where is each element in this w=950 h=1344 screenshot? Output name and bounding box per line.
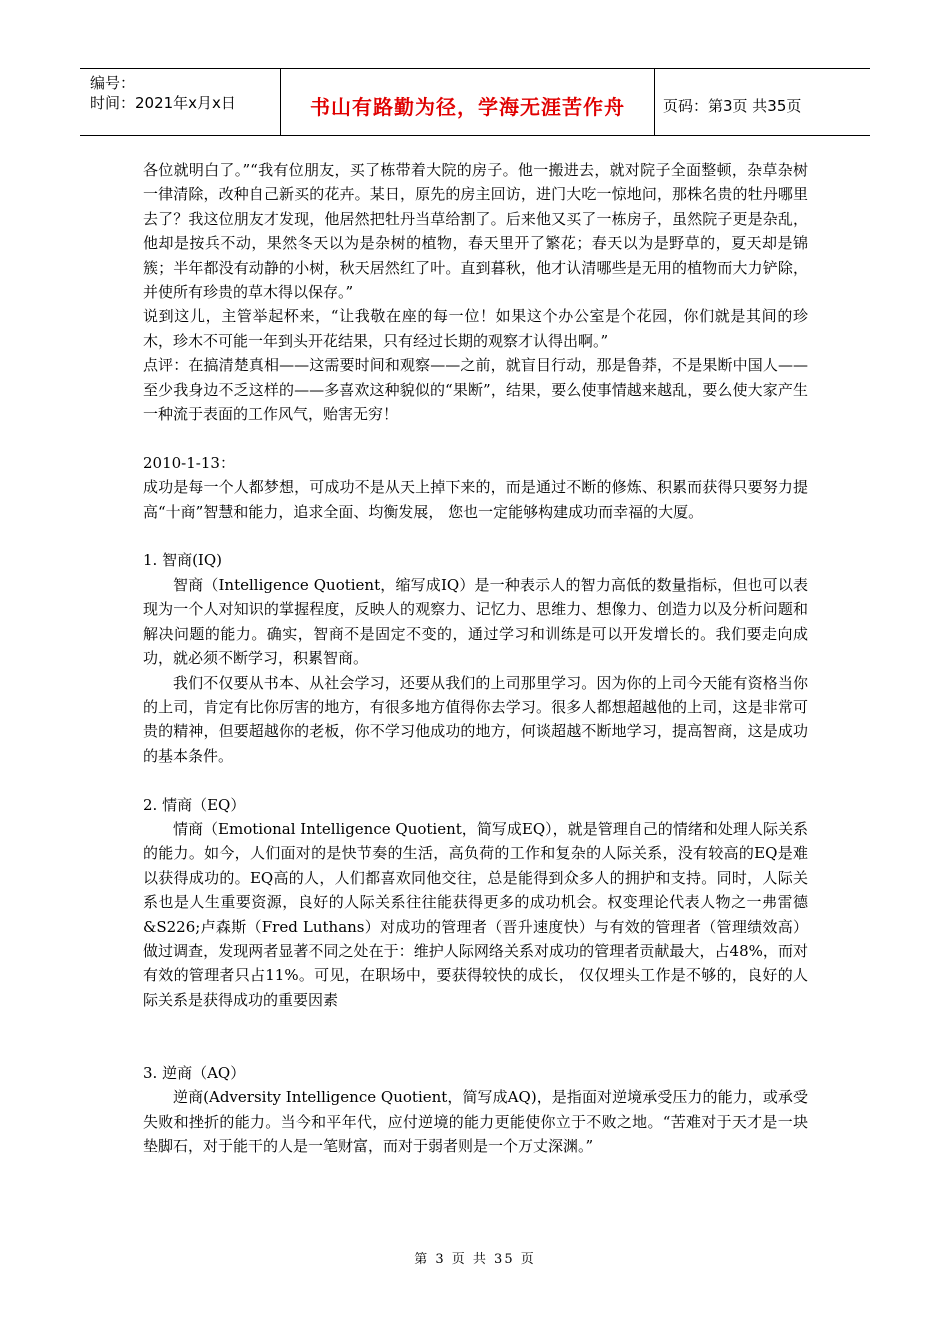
header-motto-cell [280, 69, 655, 135]
header-meta [80, 69, 280, 135]
paragraph: 情商（Emotional Intelligence Quotient，简写成EQ），就是管理自己的情绪和处理人际关系的能力。如今，人们面对的是快节奏的生活，高负荷的工作和复杂的人际关系，没有较高的EQ是难以获得成功的。EQ高的人，人们都喜欢同他交往，总是能得到众多人的拥护和支持。同时，人际关系也是人生重要资源，良好的人际关系往往能获得更多的成功机会。权变理论代表人物之一弗雷德&S226;卢森斯（Fred Luthans）对成功的管理者（晋升速度快）与有效的管理者（管理绩效高）做过调查，发现两者显著不同之处在于：维护人际网络关系对成功的管理者贡献最大，占48%，而对有效的管理者只占11%。可见，在职场中，要获得较快的成长， 仅仅埋头工作是不够的，良好的人际关系是获得成功的重要因素 [143, 819, 808, 1009]
page-footer [0, 1248, 950, 1267]
number-label: 编号： [90, 74, 136, 92]
document-body [143, 158, 808, 1159]
spacer [143, 768, 808, 792]
paragraph: 逆商(Adversity Intelligence Quotient，简写成AQ)，是指面对逆境承受压力的能力，或承受失败和挫折的能力。当今和平年代，应付逆境的能力更能使你立于不败之地。“苦难对于天才是一块垫脚石，对于能干的人是一笔财富，而对于弱者则是一个万丈深渊。” [143, 1088, 808, 1156]
page-header [80, 68, 870, 136]
section-heading-eq: 2. 情商（EQ） [143, 795, 246, 814]
footer-page-number: 第 3 页 共 35 页 [414, 1252, 536, 1267]
spacer [143, 426, 808, 450]
page-info-text: 页码：第3页 共35页 [663, 96, 802, 115]
date-line: 2010-1-13： [143, 453, 235, 472]
paragraph: 各位就明白了。”“我有位朋友，买了栋带着大院的房子。他一搬进去，就对院子全面整顿，杂草杂树一律清除，改种自己新买的花卉。某日，原先的房主回访，进门大吃一惊地问，那株名贵的牡丹哪里去了？我这位朋友才发现，他居然把牡丹当草给割了。后来他又买了一栋房子，虽然院子更是杂乱，他却是按兵不动，果然冬天以为是杂树的植物，春天里开了繁花；春天以为是野草的，夏天却是锦簇；半年都没有动静的小树，秋天居然红了叶。直到暮秋，他才认清哪些是无用的植物而大力铲除，并使所有珍贵的草木得以保存。” [143, 161, 808, 302]
spacer [143, 524, 808, 548]
section-heading-iq: 1. 智商(IQ) [143, 551, 223, 570]
paragraph: 点评：在搞清楚真相——这需要时间和观察——之前，就盲目行动，那是鲁莽，不是果断中国人——至少我身边不乏这样的——多喜欢这种貌似的“果断”，结果，要么使事情越来越乱，要么使大家产生一种流于表面的工作风气，贻害无穷！ [143, 356, 808, 424]
motto-text: 书山有路勤为径，学海无涯苦作舟 [310, 94, 625, 119]
time-label: 时间：2021年x月x日 [90, 94, 236, 112]
section-heading-aq: 3. 逆商（AQ） [143, 1063, 246, 1082]
paragraph: 我们不仅要从书本、从社会学习，还要从我们的上司那里学习。因为你的上司今天能有资格当你的上司，肯定有比你厉害的地方，有很多地方值得你去学习。很多人都想超越他的上司，这是非常可贵的精神，但要超越你的老板，你不学习他成功的地方，何谈超越不断地学习，提高智商，这是成功的基本条件。 [143, 673, 808, 765]
spacer [143, 1012, 808, 1061]
paragraph: 智商（Intelligence Quotient，缩写成IQ）是一种表示人的智力高低的数量指标，但也可以表现为一个人对知识的掌握程度，反映人的观察力、记忆力、思维力、想像力、创造力以及分析问题和解决问题的能力。确实，智商不是固定不变的，通过学习和训练是可以开发增长的。我们要走向成功，就必须不断学习，积累智商。 [143, 575, 808, 668]
paragraph: 说到这儿，主管举起杯来，“让我敬在座的每一位！如果这个办公室是个花园，你们就是其间的珍木，珍木不可能一年到头开花结果，只有经过长期的观察才认得出啊。” [143, 307, 808, 350]
paragraph: 成功是每一个人都梦想，可成功不是从天上掉下来的，而是通过不断的修炼、积累而获得只要努力提高“十商”智慧和能力，追求全面、均衡发展， 您也一定能够构建成功而幸福的大厦。 [143, 478, 808, 521]
header-page-info [655, 69, 870, 135]
